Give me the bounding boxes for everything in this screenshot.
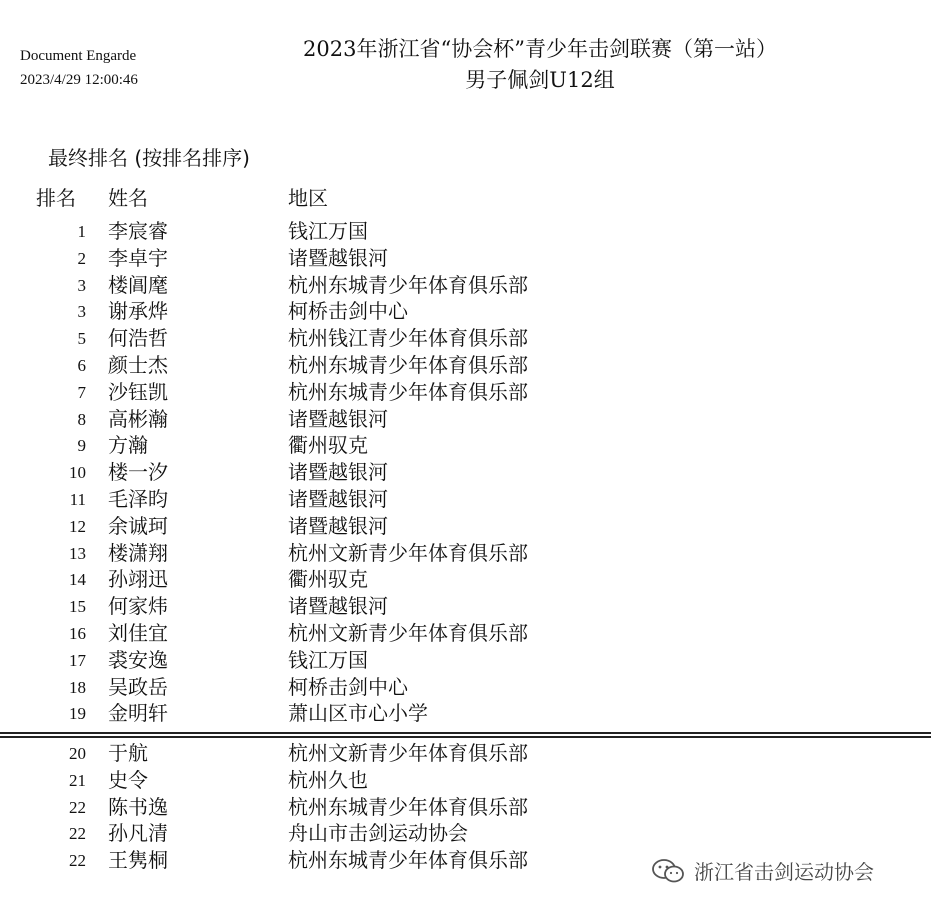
- ranking-row: [0, 272, 931, 299]
- column-header-rank: 排名: [36, 186, 76, 210]
- name-cell: 颜士杰: [108, 353, 168, 377]
- name-cell: 楼阊麾: [108, 272, 168, 297]
- region-cell: 诸暨越银河: [288, 460, 388, 485]
- region-cell: 舟山市击剑运动协会: [288, 821, 468, 846]
- name-cell: 吴政岳: [108, 674, 168, 699]
- rank-cell: 12: [69, 516, 86, 536]
- name-cell: 楼一汐: [108, 460, 168, 485]
- rank-cell: 7: [77, 382, 86, 402]
- name-cell: 孙翊迅: [108, 567, 168, 592]
- document-meta: [20, 44, 138, 92]
- ranking-row: [0, 700, 931, 727]
- rank-cell: 22: [69, 851, 86, 871]
- rank-cell: 5: [77, 329, 86, 349]
- region-cell: 萧山区市心小学: [288, 701, 428, 726]
- ranking-row: [0, 352, 931, 379]
- qualification-divider: [0, 732, 931, 738]
- rank-cell: 10: [69, 463, 86, 483]
- name-cell: 陈书逸: [108, 794, 168, 819]
- ranking-row: [0, 379, 931, 406]
- ranking-row: [0, 566, 931, 593]
- rank-cell: 16: [69, 624, 86, 643]
- name-cell: 沙钰凯: [108, 379, 168, 404]
- name-cell: 李宸睿: [108, 219, 168, 243]
- name-cell: 史令: [108, 767, 148, 792]
- ranking-row: [0, 406, 931, 433]
- column-header-name: 姓名: [108, 186, 148, 210]
- ranking-row: [0, 459, 931, 486]
- ranking-row: [0, 325, 931, 352]
- rank-cell: 2: [77, 248, 86, 268]
- rank-cell: 11: [69, 490, 86, 509]
- print-datetime: 2023/4/29 12:00:46: [20, 72, 138, 88]
- name-cell: 何家炜: [108, 594, 168, 619]
- region-cell: 诸暨越银河: [288, 487, 388, 511]
- region-cell: 杭州东城青少年体育俱乐部: [288, 794, 528, 819]
- region-cell: 杭州钱江青少年体育俱乐部: [288, 326, 528, 351]
- region-cell: 衢州驭克: [288, 433, 368, 458]
- rank-cell: 17: [69, 650, 86, 670]
- name-cell: 方瀚: [108, 433, 148, 458]
- name-cell: 高彬瀚: [108, 406, 168, 431]
- software-name: Document Engarde: [20, 48, 137, 64]
- ranking-row: [0, 820, 931, 847]
- region-cell: 杭州文新青少年体育俱乐部: [288, 621, 528, 645]
- region-cell: 杭州东城青少年体育俱乐部: [288, 379, 528, 404]
- name-cell: 金明轩: [108, 701, 168, 726]
- rank-cell: 20: [69, 744, 86, 763]
- document-subtitle: 男子佩剑U12组: [465, 68, 615, 92]
- rank-cell: 19: [69, 704, 86, 724]
- ranking-row: [0, 674, 931, 701]
- name-cell: 何浩哲: [108, 326, 168, 351]
- name-cell: 李卓宇: [108, 245, 168, 270]
- rank-cell: 18: [69, 677, 86, 697]
- ranking-row: [0, 647, 931, 674]
- rank-cell: 3: [77, 302, 86, 322]
- name-cell: 王隽桐: [108, 848, 168, 873]
- ranking-row: [0, 540, 931, 567]
- ranking-row: [0, 767, 931, 794]
- region-cell: 诸暨越银河: [288, 406, 388, 431]
- name-cell: 楼潇翔: [108, 540, 168, 565]
- region-cell: 诸暨越银河: [288, 594, 388, 619]
- name-cell: 毛泽昀: [108, 487, 168, 511]
- wechat-icon: [650, 858, 686, 884]
- name-cell: 于航: [108, 741, 148, 765]
- region-cell: 杭州东城青少年体育俱乐部: [288, 848, 528, 873]
- section-title: 最终排名 (按排名排序): [48, 146, 250, 170]
- ranking-row: [0, 740, 931, 767]
- region-cell: 杭州东城青少年体育俱乐部: [288, 272, 528, 297]
- region-cell: 杭州文新青少年体育俱乐部: [288, 741, 528, 765]
- rank-cell: 9: [77, 436, 86, 456]
- ranking-row: [0, 794, 931, 821]
- rank-cell: 8: [77, 409, 86, 429]
- watermark: [650, 856, 874, 885]
- region-cell: 柯桥击剑中心: [288, 299, 408, 324]
- region-cell: 衢州驭克: [288, 567, 368, 592]
- column-header-region: 地区: [288, 186, 328, 210]
- rank-cell: 22: [69, 824, 86, 844]
- rank-cell: 13: [69, 543, 86, 563]
- ranking-row: [0, 298, 931, 325]
- rank-cell: 1: [77, 222, 86, 241]
- ranking-row: [0, 432, 931, 459]
- region-cell: 钱江万国: [288, 219, 368, 243]
- region-cell: 杭州文新青少年体育俱乐部: [288, 540, 528, 565]
- ranking-row: [0, 593, 931, 620]
- region-cell: 杭州东城青少年体育俱乐部: [288, 353, 528, 377]
- rank-cell: 14: [69, 570, 86, 590]
- name-cell: 刘佳宜: [108, 621, 168, 645]
- ranking-row: [0, 245, 931, 272]
- name-cell: 裘安逸: [108, 647, 168, 672]
- ranking-row: [0, 218, 931, 245]
- ranking-row: [0, 486, 931, 513]
- rank-cell: 3: [77, 275, 86, 295]
- document-title: 2023年浙江省“协会杯”青少年击剑联赛（第一站）: [303, 37, 777, 61]
- watermark-text: 浙江省击剑运动协会: [694, 860, 874, 884]
- region-cell: 杭州久也: [288, 767, 368, 792]
- name-cell: 谢承烨: [108, 299, 168, 324]
- rank-cell: 15: [69, 597, 86, 617]
- rank-cell: 6: [77, 356, 86, 375]
- document-header: [230, 34, 850, 96]
- rank-cell: 22: [69, 797, 86, 817]
- rank-cell: 21: [69, 770, 86, 790]
- name-cell: 余诚珂: [108, 513, 168, 538]
- name-cell: 孙凡清: [108, 821, 168, 846]
- ranking-row: [0, 513, 931, 540]
- region-cell: 诸暨越银河: [288, 245, 388, 270]
- region-cell: 诸暨越银河: [288, 513, 388, 538]
- region-cell: 钱江万国: [288, 647, 368, 672]
- ranking-row: [0, 620, 931, 647]
- region-cell: 柯桥击剑中心: [288, 674, 408, 699]
